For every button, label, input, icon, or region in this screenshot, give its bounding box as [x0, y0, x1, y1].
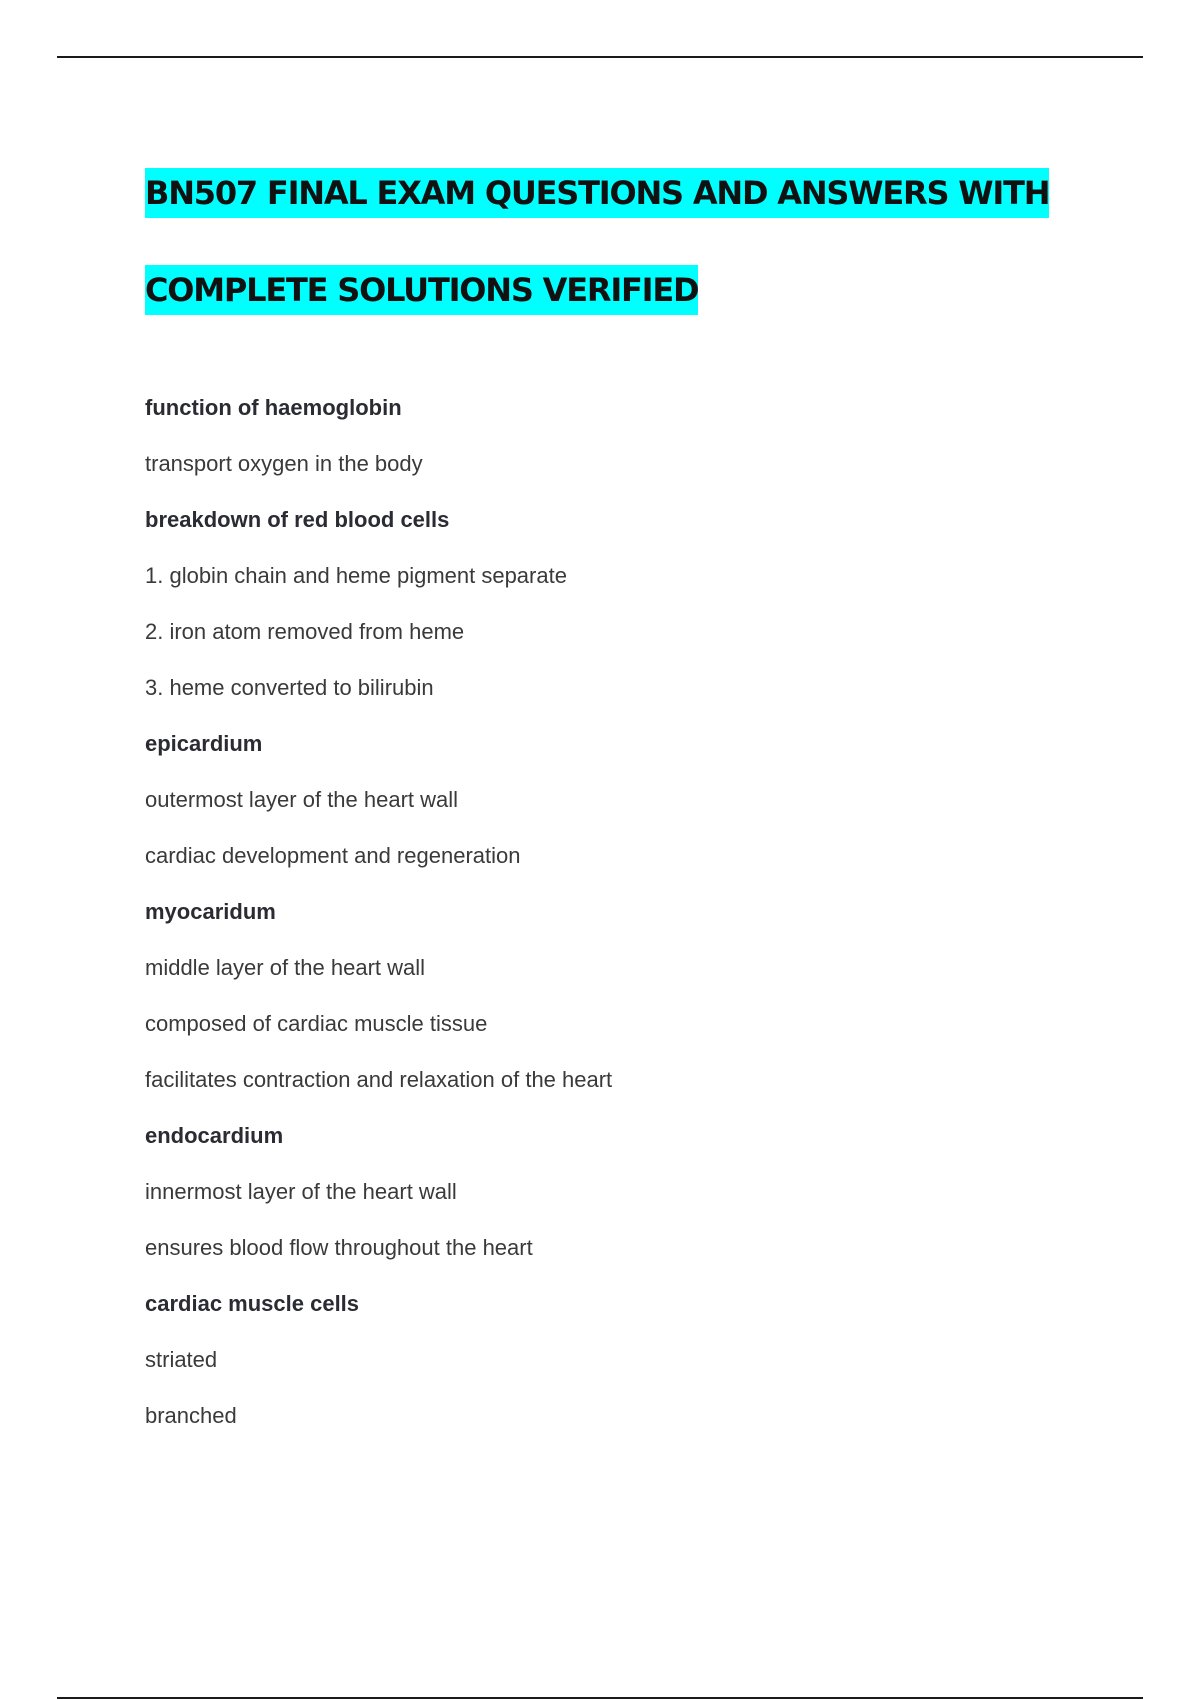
answer-line: 2. iron atom removed from heme	[145, 619, 465, 644]
header-rule	[57, 56, 1143, 58]
answer-line: 3. heme converted to bilirubin	[145, 675, 434, 700]
answer-line: composed of cardiac muscle tissue	[145, 1011, 488, 1036]
question-endocardium: endocardium	[145, 1123, 284, 1148]
question-cardiac-muscle-cells: cardiac muscle cells	[145, 1291, 360, 1316]
answer-line: middle layer of the heart wall	[145, 955, 426, 980]
answer-line: facilitates contraction and relaxation of the heart	[145, 1067, 613, 1092]
answer-line: outermost layer of the heart wall	[145, 787, 459, 812]
title-line-2: COMPLETE SOLUTIONS VERIFIED	[145, 265, 698, 315]
answer-line: ensures blood flow throughout the heart	[145, 1235, 533, 1260]
footer-rule	[57, 1697, 1143, 1699]
answer-line: transport oxygen in the body	[145, 451, 423, 476]
answer-line: cardiac development and regeneration	[145, 843, 521, 868]
answer-line: innermost layer of the heart wall	[145, 1179, 457, 1204]
answer-line: 1. globin chain and heme pigment separate	[145, 563, 567, 588]
answer-line: striated	[145, 1347, 218, 1372]
question-rbc-breakdown: breakdown of red blood cells	[145, 507, 450, 532]
answer-line: branched	[145, 1403, 237, 1428]
question-haemoglobin: function of haemoglobin	[145, 395, 402, 420]
qa-list	[145, 393, 1045, 1457]
question-epicardium: epicardium	[145, 731, 263, 756]
document-title	[145, 145, 1095, 339]
question-myocardium: myocaridum	[145, 899, 276, 924]
title-line-1: BN507 FINAL EXAM QUESTIONS AND ANSWERS WITH	[145, 168, 1049, 218]
